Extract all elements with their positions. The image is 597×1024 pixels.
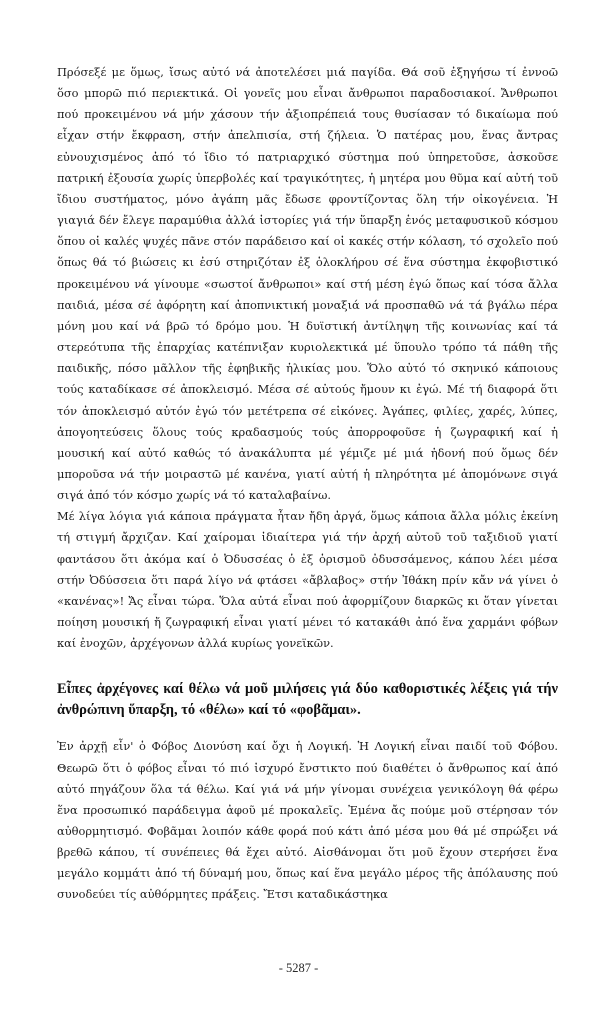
answer-block-first [57, 62, 558, 654]
body-paragraph: Μέ λίγα λόγια γιά κάποια πράγματα ἦταν ἤδη ἀργά, ὅμως κάποια ἄλλα μόλις ἐκείνη τή στιγμή ἄρχιζαν. Καί χαίρομαι ἰδιαίτερα γιά τήν ἀρχή αὐτοῦ τοῦ ταξιδιοῦ γιατί φαντάσου ὅτι ἀκόμα καί ὁ Ὀδυσσέας ὁ ἐξ ὁρισμοῦ ὀδυσσάμενος, κάπου λέει μέσα στήν Ὀδύσσεια ὅτι παρά λίγο νά φτάσει «ἄβλαβος» στήν Ἰθάκη πρίν κἄν νά γίνει ὁ «κανένας»! Ἄς εἶναι τώρα. Ὅλα αὐτά εἶναι πού ἀφορμίζουν διαρκῶς κι ὅταν γίνεται ποίηση μουσική ἤ ζωγραφική εἶναι γιατί μένει τό κατακάθι ἀπό ἕνα χαρμάνι φόβων καί ἐνοχῶν, ἀρχέγονων ἀλλά κυρίως γονεϊκῶν. [57, 509, 558, 651]
page-number: - 5287 - [278, 961, 319, 975]
body-paragraph: Ἐν ἀρχῇ εἶν' ὁ Φόβος Διονύση καί ὄχι ἡ Λογική. Ἡ Λογική εἶναι παιδί τοῦ Φόβου. Θεωρῶ ὅτι ὁ φόβος εἶναι τό πιό ἰσχυρό ἔνστικτο πού διαθέτει ὁ ἄνθρωπος καί ἀπό αὐτό πηγάζουν ὅλα τά θέλω. Καί γιά νά μήν γίνομαι συνέχεια γενικόλογη θά φέρω ἕνα προσωπικό παράδειγμα ἀφοῦ μέ προκαλεῖς. Ἐμένα ἄς πούμε μοῦ στέρησαν τόν αὐθορμητισμό. Φοβᾶμαι λοιπόν κάθε φορά πού κάτι ἀπό μέσα μου θά μέ σπρώξει νά βρεθῶ κάπου, τί συνέπειες θά ἔχει αὐτό. Αἰσθάνομαι ὅτι μοῦ ἔχουν στερήσει ἕνα μεγάλο κομμάτι ἀπό τή δύναμή μου, ὅπως καί ἕνα μεγάλο μέρος τῆς ἀπόλαυσης πού συνοδεύει τίς αὐθόρμητες πράξεις. Ἔτσι καταδικάστηκα [57, 739, 558, 902]
interview-question: Εἶπες ἀρχέγονες καί θέλω νά μοῦ μιλήσεις γιά δύο καθοριστικές λέξεις γιά τήν ἀνθρώπινη ὕπαρξη, τό «θέλω» καί τό «φοβᾶμαι». [57, 681, 558, 719]
answer-block-second [57, 736, 558, 905]
text-column [57, 62, 558, 906]
body-paragraph: Πρόσεξέ με ὅμως, ἴσως αὐτό νά ἀποτελέσει μιά παγίδα. Θά σοῦ ἐξηγήσω τί ἐννοῶ ὅσο μπορῶ πιό περιεκτικά. Οἱ γονεῖς μου εἶναι ἄνθρωποι παραδοσιακοί. Ἄνθρωποι πού προκειμένου νά μήν χάσουν τήν ἀξιοπρέπειά τους θυσίασαν τό δικαίωμα πού εἶχαν στήν ἔκφραση, στήν ἀπελπισία, στή ζήλεια. Ὁ πατέρας μου, ἕνας ἄντρας εὐνουχισμένος ἀπό τό ἴδιο τό πατριαρχικό σύστημα πού ὑπηρετοῦσε, ἀσκοῦσε πατρική ἐξουσία χωρίς ὑπερβολές καί τραγικότητες, ἡ μητέρα μου θῦμα καί αὐτή τοῦ ἴδιου συστήματος, μόνο ἀγάπη μᾶς ἔδωσε φροντίζοντας ὅλη τήν οἰκογένεια. Ἡ γιαγιά δέν ἔλεγε παραμύθια ἀλλά ἱστορίες γιά τήν ὕπαρξη ἑνός μεταφυσικοῦ κόσμου ὅπου οἱ καλές ψυχές πᾶνε στόν παράδεισο καί οἱ κακές στήν κόλαση, τό σχολεῖο πού ὅπως θά τό βιώσεις κι ἐσύ στηριζόταν ἐξ ὁλοκλήρου σέ ἕνα σύστημα ἐκφοβιστικό προκειμένου νά γίνουμε «σωστοί ἄνθρωποι» καί στή μέση ἐγώ ὅπως καί τόσα ἄλλα παιδιά, μέσα σέ ἀφόρητη καί ἀποπνικτική μοναξιά νά προσπαθῶ νά τά βγάλω πέρα μόνη μου καί νά βρῶ τό δρόμο μου. Ἡ δυϊστική ἀντίληψη τῆς κοινωνίας καί τά στερεότυπα τῆς ἐπαρχίας κατέπνιξαν κυριολεκτικά μέ ὕπουλο τρόπο τά πάθη τῆς παιδικῆς, πόσο μᾶλλον τῆς ἐφηβικῆς ἡλικίας μου. Ὅλο αὐτό τό σκηνικό κάποιους τούς καταδίκασε σέ ἀποκλεισμό. Μέσα σέ αὐτούς ἤμουν κι ἐγώ. Μέ τή διαφορά ὅτι τόν ἀποκλεισμό αὐτόν ἐγώ τόν μετέτρεπα σέ εἰκόνες. Ἀγάπες, φιλίες, χαρές, λύπες, ἀπογοητεύσεις ὅλους τούς κραδασμούς τούς ἀπορροφοῦσε ἡ ζωγραφική καί ἡ μουσική καί αὐτό καθώς τό ἀνακάλυπτα μέ γέμιζε μέ μιά ἡδονή πού ὅμως δέν μποροῦσα νά τήν μοιραστῶ μέ κανένα, γιατί αὐτή ἡ πληρότητα μέ ἀπομόνωνε σιγά σιγά ἀπό τόν κόσμο χωρίς νά τό καταλαβαίνω. [57, 65, 558, 503]
